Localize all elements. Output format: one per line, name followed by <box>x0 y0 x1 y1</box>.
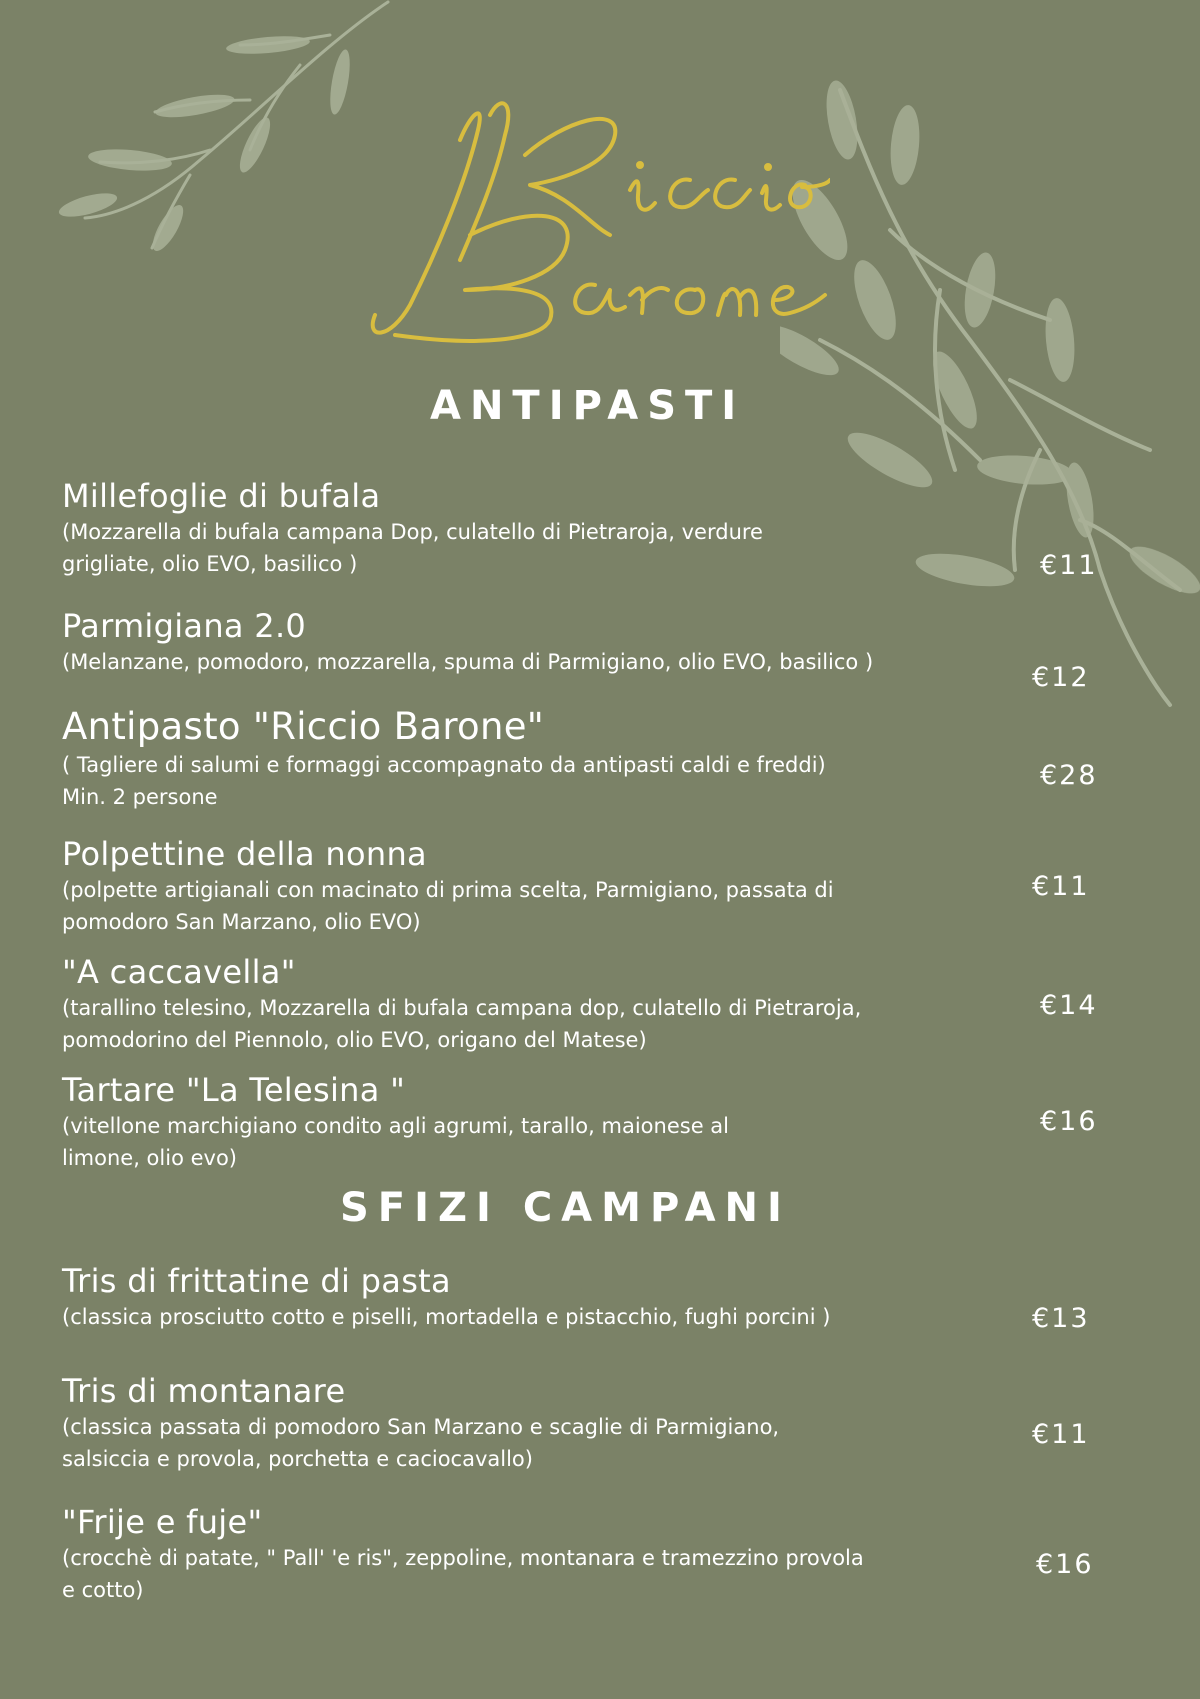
menu-item-price: €14 <box>1040 990 1098 1021</box>
section-title-sfizi-campani: SFIZI CAMPANI <box>340 1185 791 1231</box>
menu-item-description: (classica passata di pomodoro San Marzano e scaglie di Parmigiano, salsiccia e provola, porchetta e caciocavallo) <box>62 1415 780 1471</box>
menu-item-parmigiana <box>62 606 1172 693</box>
menu-item-name: Polpettine della nonna <box>62 835 427 873</box>
menu-item-price: €16 <box>1036 1549 1094 1580</box>
menu-item-description: (classica prosciutto cotto e piselli, mortadella e pistacchio, fughi porcini ) <box>62 1305 831 1329</box>
menu-item-price: €16 <box>1040 1106 1098 1137</box>
menu-item-name: Millefoglie di bufala <box>62 477 381 515</box>
menu-item-millefoglie <box>62 476 1172 580</box>
menu-item-frije-e-fuje <box>62 1502 1172 1606</box>
menu-item-name: Tris di frittatine di pasta <box>62 1262 451 1300</box>
menu-item-description: (crocchè di patate, " Pall' 'e ris", zeppoline, montanara e tramezzino provola e cotto) <box>62 1546 864 1602</box>
menu-item-name: Tris di montanare <box>62 1372 346 1410</box>
menu-item-name: "A caccavella" <box>62 953 296 991</box>
menu-item-name: Parmigiana 2.0 <box>62 607 307 645</box>
menu-item-price: €11 <box>1032 1419 1090 1450</box>
menu-item-price: €11 <box>1040 550 1098 581</box>
menu-item-name: Tartare "La Telesina " <box>62 1071 406 1109</box>
menu-item-price: €12 <box>1032 662 1090 693</box>
riccio-barone-logo <box>350 85 830 355</box>
menu-item-name: Antipasto "Riccio Barone" <box>62 705 545 748</box>
menu-item-description: ( Tagliere di salumi e formaggi accompagnato da antipasti caldi e freddi) Min. 2 persone <box>62 753 826 809</box>
menu-item-description: (polpette artigianali con macinato di prima scelta, Parmigiano, passata di pomodoro San Marzano, olio EVO) <box>62 878 834 934</box>
menu-item-price: €11 <box>1032 871 1090 902</box>
menu-item-polpettine <box>62 834 1172 938</box>
menu-item-caccavella <box>62 952 1172 1056</box>
menu-item-antipasto-riccio-barone <box>62 705 1172 813</box>
menu-item-price: €28 <box>1040 760 1098 791</box>
menu-item-price: €13 <box>1032 1303 1090 1334</box>
section-title-antipasti: ANTIPASTI <box>430 383 746 429</box>
menu-item-tartare <box>62 1070 1172 1174</box>
menu-item-description: (Mozzarella di bufala campana Dop, culatello di Pietraroja, verdure grigliate, olio EVO, basilico ) <box>62 520 763 576</box>
menu-item-description: (vitellone marchigiano condito agli agrumi, tarallo, maionese al limone, olio evo) <box>62 1114 729 1170</box>
menu-item-frittatine <box>62 1261 1172 1333</box>
olive-branch-top-left-icon <box>0 0 420 270</box>
menu-item-name: "Frije e fuje" <box>62 1503 263 1541</box>
menu-item-montanare <box>62 1371 1172 1475</box>
menu-item-description: (Melanzane, pomodoro, mozzarella, spuma di Parmigiano, olio EVO, basilico ) <box>62 650 874 674</box>
menu-item-description: (tarallino telesino, Mozzarella di bufala campana dop, culatello di Pietraroja, pomodorino del Piennolo, olio EVO, origano del Matese) <box>62 996 862 1052</box>
